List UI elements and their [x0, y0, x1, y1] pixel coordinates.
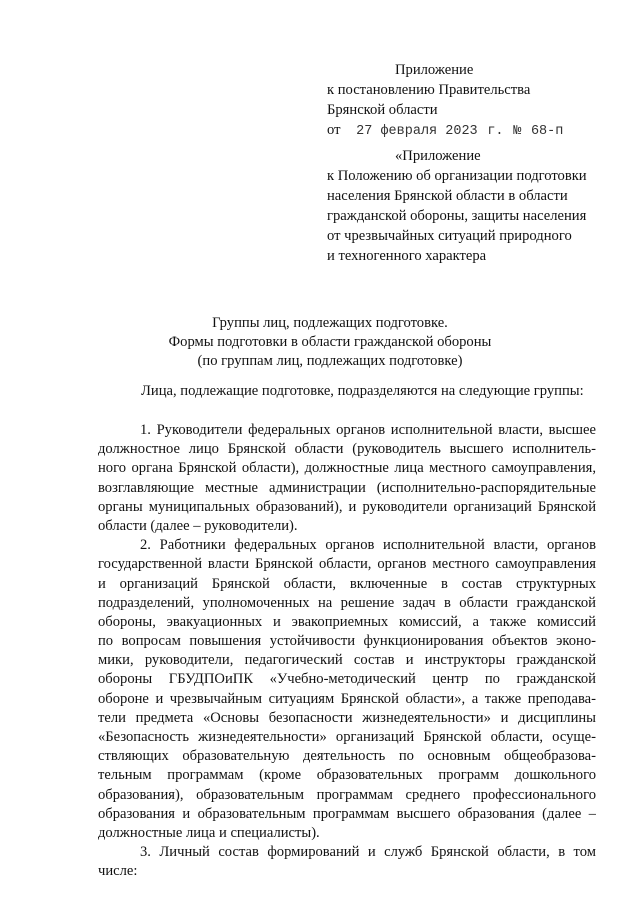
body-line: по вопросам повышения устойчивости функционирования объектов эконо-: [98, 633, 596, 650]
regulation-appendix-line: населения Брянской области в области: [327, 188, 568, 204]
title-line: Группы лиц, подлежащих подготовке.: [212, 315, 448, 331]
body-line: числе:: [98, 863, 138, 880]
body-line: тельным программам (кроме образовательных программ дошкольного: [98, 767, 596, 784]
body-line: подразделений, уполномоченных на решение задач в области гражданской: [98, 594, 596, 611]
document-title: [60, 314, 600, 371]
body-line: и организаций Брянской области, включенные в состав структурных: [98, 575, 596, 592]
body-line: мики, руководители, педагогический состав и инструкторы гражданской: [98, 652, 596, 669]
body-line: «Безопасность жизнедеятельности» организаций Брянской области, осуще-: [98, 729, 596, 745]
body-line: обороны, эвакуационных и эвакоприемных комиссий, а также комиссий: [98, 613, 596, 630]
regulation-appendix-line: к Положению об организации подготовки: [327, 168, 587, 184]
year-suffix: г.: [487, 124, 504, 139]
body-line: ствляющих образовательную деятельность по основным общеобразова-: [98, 748, 596, 765]
body-line: 3. Личный состав формирований и служб Брянской области, в том: [140, 844, 596, 861]
body-line: тели предмета «Основы безопасности жизнедеятельности» и дисциплины: [98, 709, 596, 726]
body-line: государственной власти Брянской области, органов местного самоуправления: [98, 556, 596, 573]
appendix-line: Брянской области: [327, 102, 438, 118]
regulation-appendix-line: от чрезвычайных ситуаций природного: [327, 228, 572, 244]
body-text: [98, 421, 596, 882]
body-line: обороны ГБУДПОиПК «Учебно-методический центр по гражданской: [98, 671, 596, 688]
appendix-line: к постановлению Правительства: [327, 82, 531, 98]
body-line: образования и образовательным программам высшего образования (далее –: [98, 805, 596, 822]
body-line: образования), образовательным программам среднего профессионального: [98, 786, 596, 803]
title-line: Формы подготовки в области гражданской обороны: [168, 334, 492, 350]
regulation-appendix-header: [327, 146, 587, 266]
decree-date: 27 февраля 2023: [356, 124, 478, 139]
regulation-appendix-title: «Приложение: [395, 148, 481, 164]
body-line: ного органа Брянской области), должностные лица местного самоуправления,: [98, 460, 596, 477]
body-line: 2. Работники федеральных органов исполнительной власти, органов: [140, 537, 596, 554]
decree-number: 68-п: [530, 124, 564, 139]
body-line: органы муниципальных образований), и руководители организаций Брянской: [98, 498, 596, 515]
decree-date-line: [327, 120, 563, 142]
number-label: №: [513, 124, 522, 139]
regulation-appendix-line: гражданской обороны, защиты населения: [327, 208, 587, 224]
body-line: области (далее – руководители).: [98, 517, 298, 534]
body-line: обороне и чрезвычайным ситуациям Брянской области», а также преподава-: [98, 690, 596, 707]
from-label: от: [327, 122, 341, 138]
body-line: 1. Руководители федеральных органов исполнительной власти, высшее: [140, 422, 596, 438]
body-line: должностные лица и специалисты).: [98, 824, 320, 841]
appendix-title: Приложение: [395, 62, 474, 78]
appendix-header: [327, 60, 563, 142]
intro-paragraph: Лица, подлежащие подготовке, подразделяются на следующие группы:: [141, 383, 584, 399]
body-line: возглавляющие местные администрации (исполнительно-распорядительные: [98, 479, 596, 496]
regulation-appendix-line: и техногенного характера: [327, 248, 487, 264]
body-line: должностное лицо Брянской области (руководитель высшего исполнитель-: [98, 441, 596, 458]
title-line: (по группам лиц, подлежащих подготовке): [197, 353, 463, 369]
